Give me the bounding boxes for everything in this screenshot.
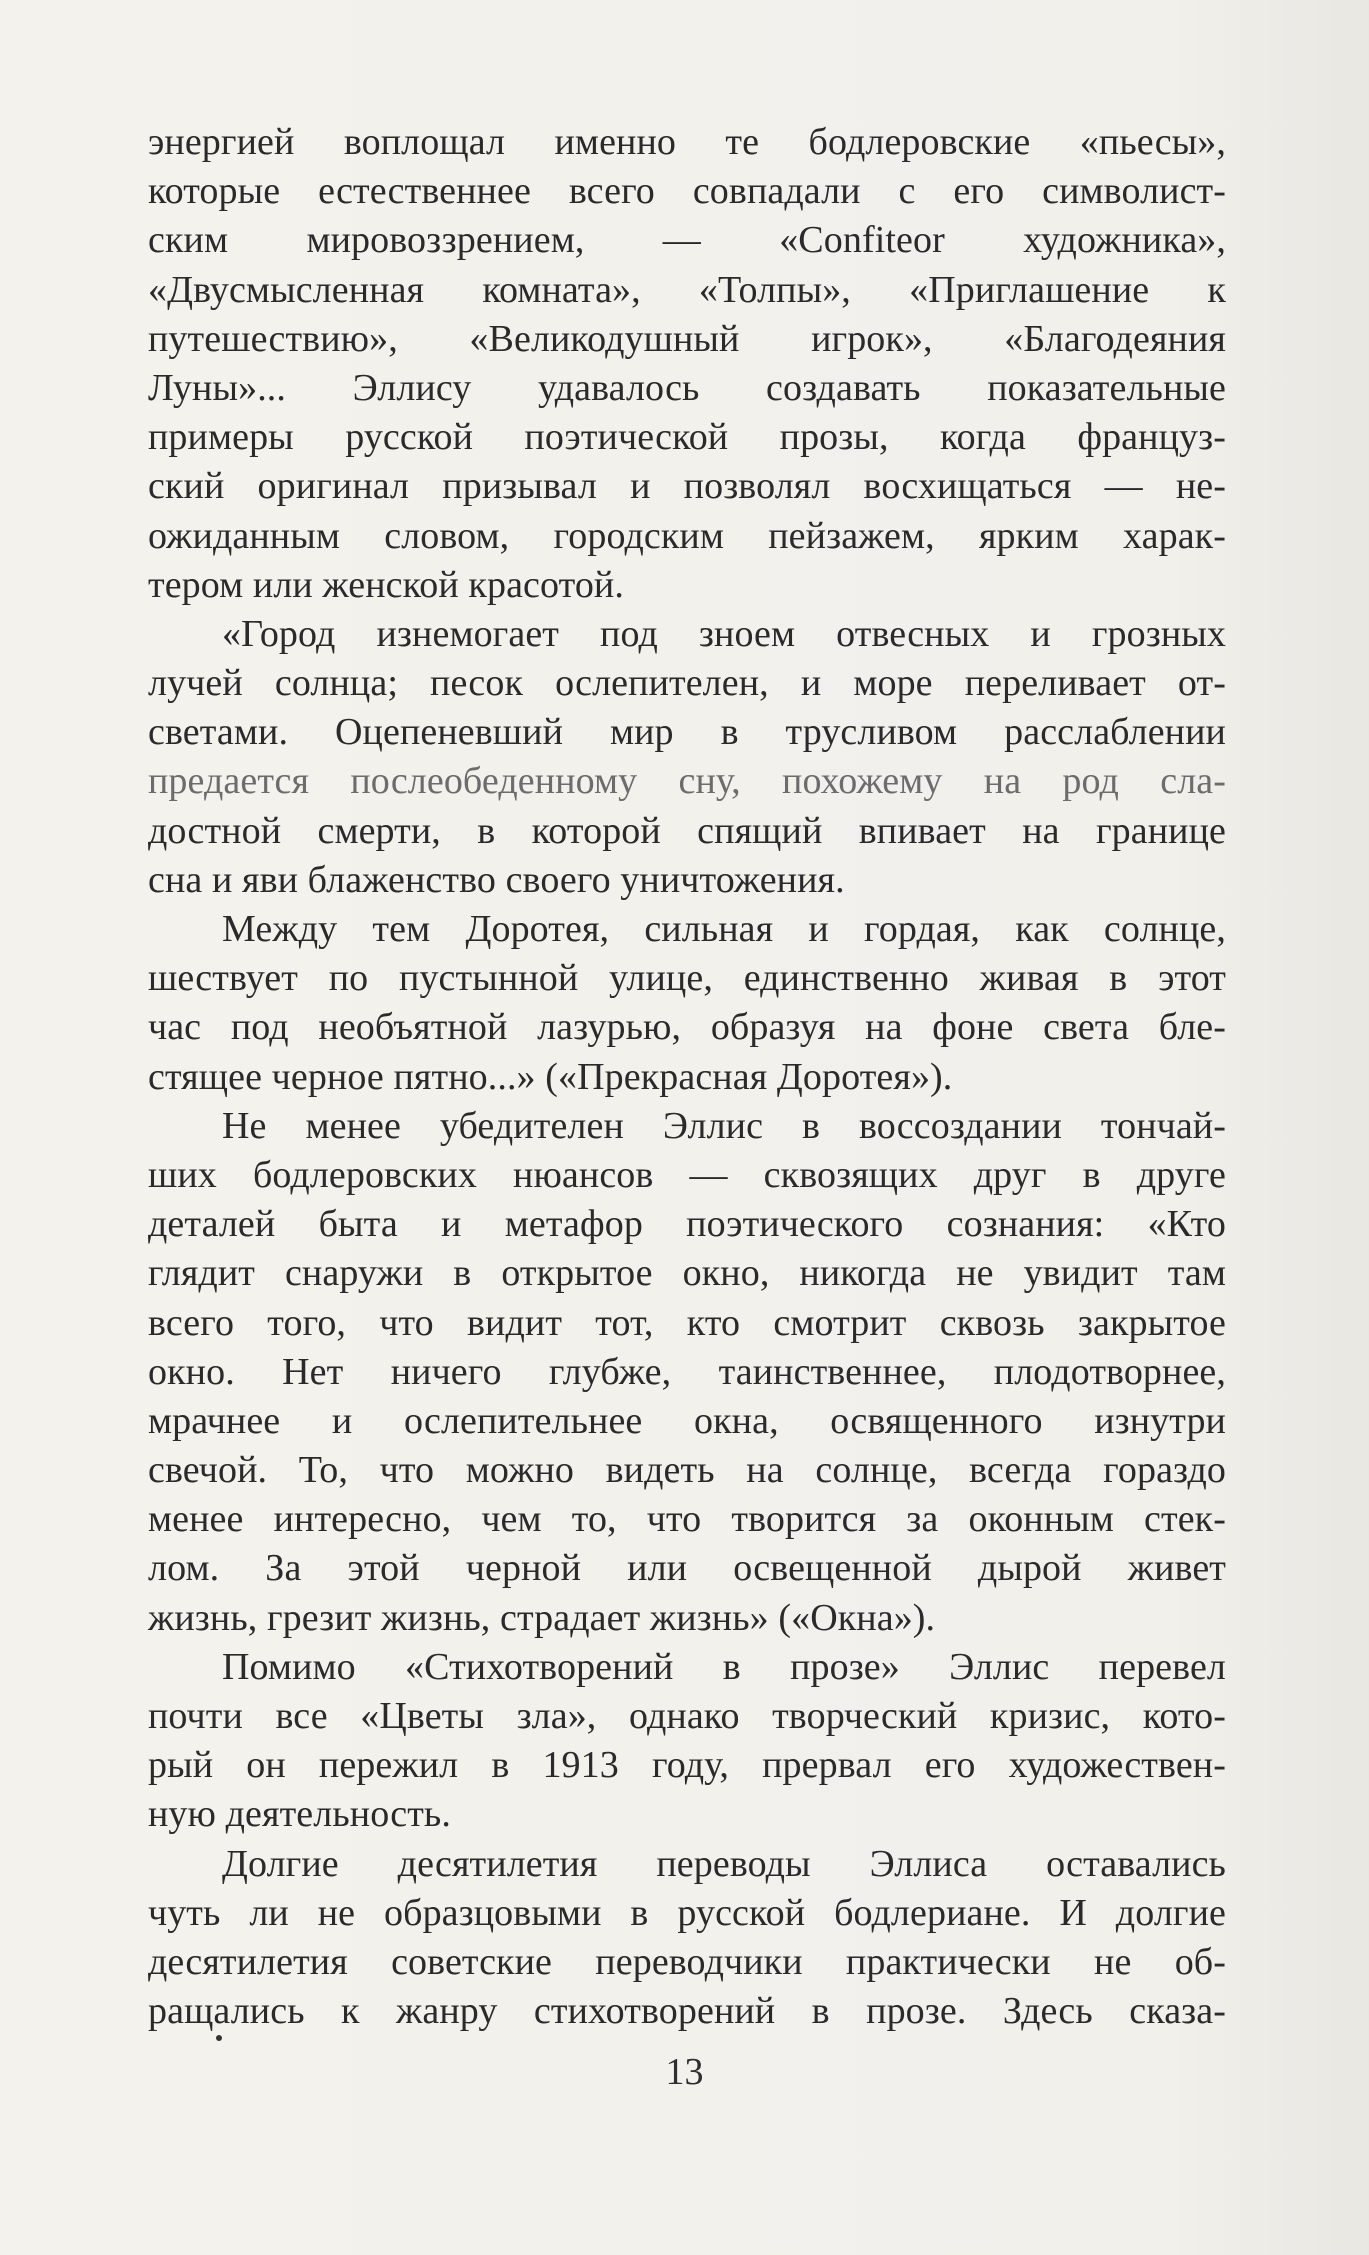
text-line: «Двусмысленная комната», «Толпы», «Приглашение к: [148, 268, 1226, 311]
text-line: Луны»... Эллису удавалось создавать показательные: [148, 366, 1226, 409]
text-line: десятилетия советские переводчики практически не об-: [148, 1940, 1226, 1983]
text-line: тером или женской красотой.: [148, 563, 624, 606]
text-line: ших бодлеровских нюансов — сквозящих друг в друге: [148, 1153, 1226, 1196]
text-line: ский оригинал призывал и позволял восхищаться — не-: [148, 465, 1226, 508]
text-line: путешествию», «Великодушный игрок», «Благодеяния: [148, 317, 1226, 360]
paragraph: [148, 905, 1226, 1102]
text-line: лом. За этой черной или освещенной дырой живет: [148, 1547, 1226, 1590]
text-line: деталей быта и метафор поэтического сознания: «Кто: [148, 1203, 1226, 1246]
paragraph: [148, 1840, 1226, 2037]
text-line: свечой. То, что можно видеть на солнце, всегда гораздо: [148, 1449, 1226, 1492]
paragraph: [148, 118, 1226, 610]
text-line: светами. Оцепеневший мир в трусливом расслаблении: [148, 711, 1226, 754]
text-line: ожиданным словом, городским пейзажем, ярким харак-: [148, 514, 1226, 557]
text-line: чуть ли не образцовыми в русской бодлериане. И долгие: [148, 1891, 1226, 1934]
text-line: мрачнее и ослепительнее окна, освященного изнутри: [148, 1399, 1226, 1442]
text-line: сна и яви блаженство своего уничтожения.: [148, 858, 845, 901]
paragraph: [148, 1643, 1226, 1840]
text-line: окно. Нет ничего глубже, таинственнее, плодотворнее,: [148, 1350, 1226, 1393]
body-text: [148, 118, 1226, 2036]
text-line: энергией воплощал именно те бодлеровские «пьесы»,: [148, 121, 1226, 163]
text-line: всего того, что видит тот, кто смотрит сквозь закрытое: [148, 1301, 1226, 1344]
text-line: рый он пережил в 1913 году, прервал его художествен-: [148, 1744, 1226, 1787]
paragraph: [148, 1102, 1226, 1643]
text-line: стящее черное пятно...» («Прекрасная Доротея»).: [148, 1055, 953, 1098]
text-line: достной смерти, в которой спящий впивает на границе: [148, 809, 1226, 852]
text-line: ращались к жанру стихотворений в прозе. Здесь сказа-: [148, 1990, 1226, 2033]
text-line: предается послеобеденному сну, похожему на род сла-: [148, 760, 1226, 803]
text-line: Долгие десятилетия переводы Эллиса оставались: [222, 1842, 1226, 1885]
print-speck: [216, 2035, 222, 2041]
paragraph: [148, 610, 1226, 905]
text-line: «Город изнемогает под зноем отвесных и грозных: [222, 612, 1226, 655]
text-line: Помимо «Стихотворений в прозе» Эллис перевел: [222, 1645, 1226, 1688]
text-line: менее интересно, чем то, что творится за оконным стек-: [148, 1498, 1226, 1541]
text-line: лучей солнца; песок ослепителен, и море переливает от-: [148, 662, 1226, 705]
text-line: ским мировоззрением, — «Confiteor художника»,: [148, 219, 1226, 262]
text-line: час под необъятной лазурью, образуя на фоне света бле-: [148, 1006, 1226, 1049]
text-line: примеры русской поэтической прозы, когда француз-: [148, 416, 1226, 459]
text-line: почти все «Цветы зла», однако творческий кризис, кото-: [148, 1695, 1226, 1737]
text-line: глядит снаружи в открытое окно, никогда не увидит там: [148, 1252, 1226, 1295]
text-line: ную деятельность.: [148, 1793, 451, 1836]
text-line: которые естественнее всего совпадали с его символист-: [148, 170, 1226, 213]
page-number: 13: [665, 2051, 704, 2093]
text-line: шествует по пустынной улице, единственно живая в этот: [148, 957, 1226, 1000]
text-line: Между тем Доротея, сильная и гордая, как солнце,: [222, 908, 1226, 950]
text-line: жизнь, грезит жизнь, страдает жизнь» («Окна»).: [148, 1596, 936, 1639]
text-line: Не менее убедителен Эллис в воссоздании тончай-: [222, 1104, 1226, 1147]
